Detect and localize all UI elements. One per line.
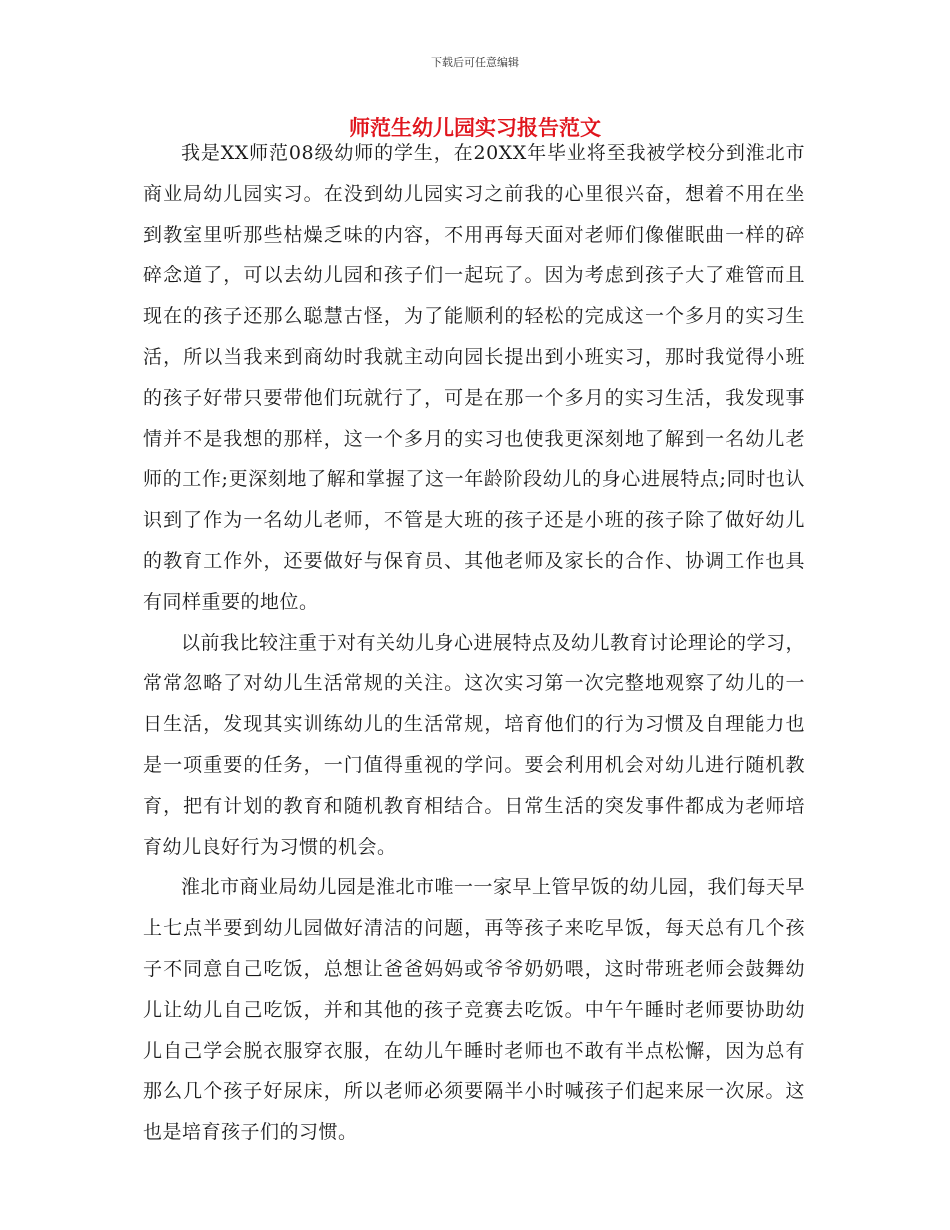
document-body: [143, 133, 805, 1153]
header-note: 下载后可任意编辑: [431, 56, 519, 69]
paragraph-1: 我是XX师范08级幼师的学生，在20XX年毕业将至我被学校分到淮北市商业局幼儿园实习。在没到幼儿园实习之前我的心里很兴奋，想着不用在坐到教室里听那些枯燥乏味的内容，不用再每天面对老师们像催眠曲一样的碎碎念道了，可以去幼儿园和孩子们一起玩了。因为考虑到孩子大了难管而且现在的孩子还那么聪慧古怪，为了能顺利的轻松的完成这一个多月的实习生活，所以当我来到商幼时我就主动向园长提出到小班实习，那时我觉得小班的孩子好带只要带他们玩就行了，可是在那一个多月的实习生活，我发现事情并不是我想的那样，这一个多月的实习也使我更深刻地了解到一名幼儿老师的工作;更深刻地了解和掌握了这一年龄阶段幼儿的身心进展特点;同时也认识到了作为一名幼儿老师，不管是大班的孩子还是小班的孩子除了做好幼儿的教育工作外，还要做好与保育员、其他老师及家长的合作、协调工作也具有同样重要的地位。: [143, 142, 805, 613]
document-title: 师范生幼儿园实习报告范文: [349, 116, 601, 140]
paragraph-3: 淮北市商业局幼儿园是淮北市唯一一家早上管早饭的幼儿园，我们每天早上七点半要到幼儿园做好清洁的问题，再等孩子来吃早饭，每天总有几个孩子不同意自己吃饭，总想让爸爸妈妈或爷爷奶奶喂，这时带班老师会鼓舞幼儿让幼儿自己吃饭，并和其他的孩子竞赛去吃饭。中午午睡时老师要协助幼儿自己学会脱衣服穿衣服，在幼儿午睡时老师也不敢有半点松懈，因为总有那么几个孩子好尿床，所以老师必须要隔半小时喊孩子们起来尿一次尿。这也是培育孩子们的习惯。: [143, 876, 806, 1144]
paragraph-2: 以前我比较注重于对有关幼儿身心进展特点及幼儿教育讨论理论的学习，常常忽略了对幼儿生活常规的关注。这次实习第一次完整地观察了幼儿的一日生活，发现其实训练幼儿的生活常规，培育他们的行为习惯及自理能力也是一项重要的任务，一门值得重视的学问。要会利用机会对幼儿进行随机教育，把有计划的教育和随机教育相结合。日常生活的突发事件都成为老师培育幼儿良好行为习惯的机会。: [143, 631, 806, 858]
